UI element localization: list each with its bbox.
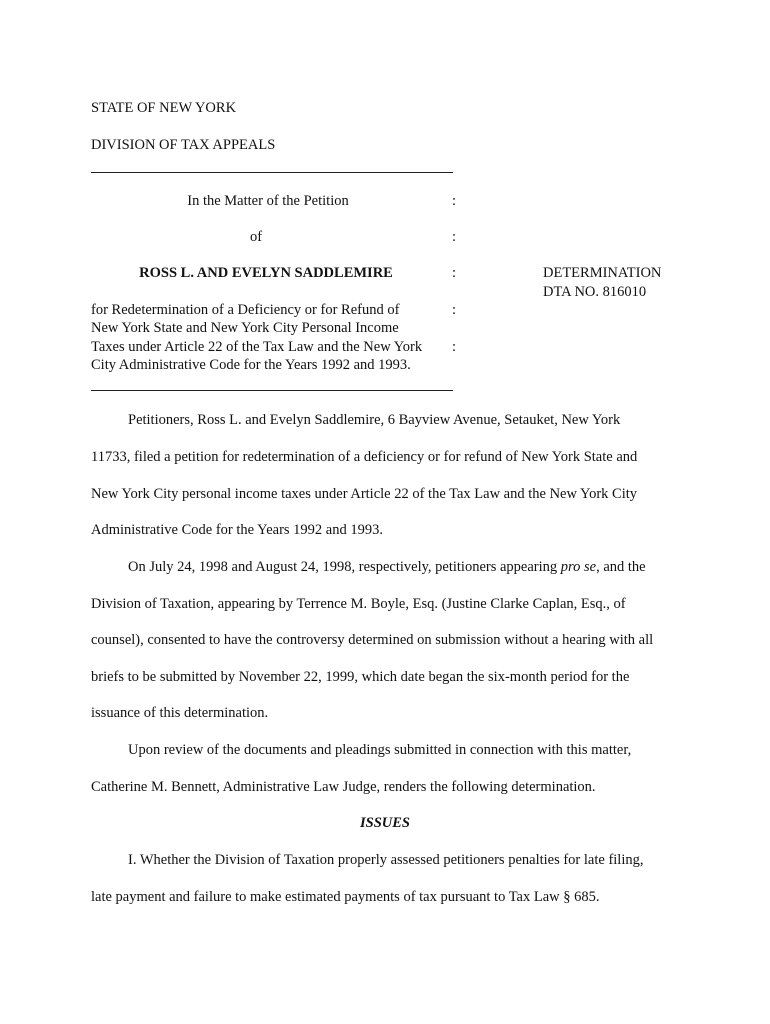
caption-bottom-rule xyxy=(91,390,453,391)
caption-colon: : xyxy=(452,302,457,318)
matter-line: In the Matter of the Petition xyxy=(187,193,349,209)
caption-colon: : xyxy=(452,229,457,245)
petition-text-line: Taxes under Article 22 of the Tax Law and the New York xyxy=(91,339,423,355)
petitioners-name: ROSS L. AND EVELYN SADDLEMIRE xyxy=(139,265,393,281)
petition-text-line: City Administrative Code for the Years 1992 and 1993. xyxy=(91,357,411,373)
caption-colon: : xyxy=(452,265,457,281)
para2-line: counsel), consented to have the controversy determined on submission without a hearing with all xyxy=(91,632,654,648)
division-heading: DIVISION OF TAX APPEALS xyxy=(91,137,276,153)
petition-text-line: for Redetermination of a Deficiency or for Refund of xyxy=(91,302,400,318)
caption-colon: : xyxy=(452,193,457,209)
para3-line: Catherine M. Bennett, Administrative Law Judge, renders the following determination. xyxy=(91,779,596,795)
issues-heading: ISSUES xyxy=(360,815,410,831)
para2-text: , and the xyxy=(596,559,646,575)
pro-se-italic: pro se xyxy=(560,559,597,575)
issue-line: I. Whether the Division of Taxation properly assessed petitioners penalties for late filing, xyxy=(128,852,644,868)
para2-first-line xyxy=(128,559,646,576)
state-heading: STATE OF NEW YORK xyxy=(91,100,237,116)
para3-line: Upon review of the documents and pleadings submitted in connection with this matter, xyxy=(128,742,632,758)
determination-label: DETERMINATION xyxy=(543,265,662,281)
issue-line: late payment and failure to make estimated payments of tax pursuant to Tax Law § 685. xyxy=(91,889,600,905)
para1-line: Administrative Code for the Years 1992 and 1993. xyxy=(91,522,383,538)
para2-text: On July 24, 1998 and August 24, 1998, respectively, petitioners appearing xyxy=(128,559,561,575)
caption-colon: : xyxy=(452,339,457,355)
para2-line: issuance of this determination. xyxy=(91,705,269,721)
dta-number: DTA NO. 816010 xyxy=(543,284,647,300)
of-line: of xyxy=(249,229,263,245)
para1-line: 11733, filed a petition for redetermination of a deficiency or for refund of New York State and xyxy=(91,449,638,465)
para2-line: briefs to be submitted by November 22, 1999, which date began the six-month period for the xyxy=(91,669,630,685)
petition-text-line: New York State and New York City Personal Income xyxy=(91,320,399,336)
caption-top-rule xyxy=(91,172,453,173)
para2-line: Division of Taxation, appearing by Terrence M. Boyle, Esq. (Justine Clarke Caplan, Esq., of xyxy=(91,596,626,612)
para1-line: New York City personal income taxes under Article 22 of the Tax Law and the New York City xyxy=(91,486,638,502)
para1-line: Petitioners, Ross L. and Evelyn Saddlemire, 6 Bayview Avenue, Setauket, New York xyxy=(128,412,621,428)
